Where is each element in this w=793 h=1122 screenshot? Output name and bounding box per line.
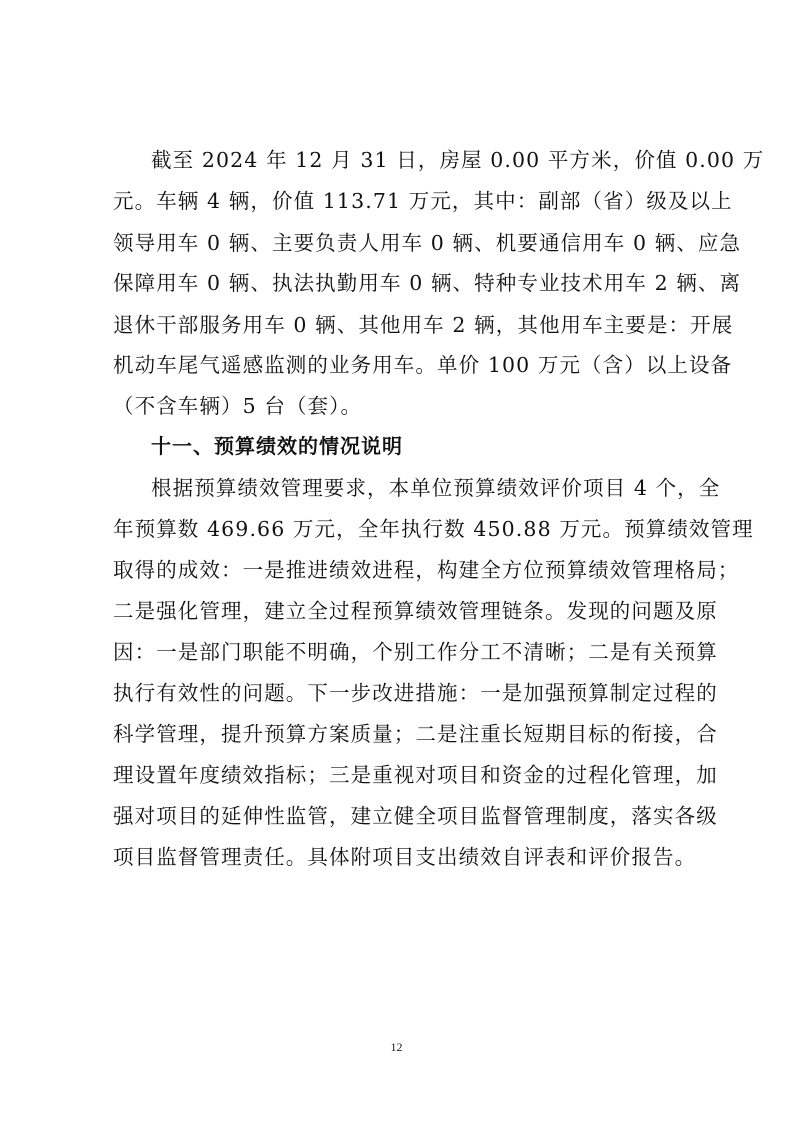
paragraph-line: 元。车辆 4 辆，价值 113.71 万元，其中：副部（省）级及以上: [113, 189, 733, 213]
paragraph-line: 因：一是部门职能不明确，个别工作分工不清晰；二是有关预算: [113, 640, 718, 664]
page-number: 12: [390, 1040, 403, 1054]
section-heading: 十一、预算绩效的情况说明: [151, 434, 403, 458]
paragraph-line: 保障用车 0 辆、执法执勤用车 0 辆、特种专业技术用车 2 辆、离: [113, 271, 742, 295]
paragraph-line: 执行有效性的问题。下一步改进措施：一是加强预算制定过程的: [113, 681, 718, 705]
paragraph-line: 科学管理，提升预算方案质量；二是注重长短期目标的衔接，合: [113, 722, 718, 746]
paragraph-line: （不含车辆）5 台（套）。: [113, 394, 363, 418]
paragraph-line: 取得的成效：一是推进绩效进程，构建全方位预算绩效管理格局；: [113, 558, 740, 582]
paragraph-line: 领导用车 0 辆、主要负责人用车 0 辆、机要通信用车 0 辆、应急: [113, 231, 742, 255]
paragraph-line: 年预算数 469.66 万元，全年执行数 450.88 万元。预算绩效管理: [113, 517, 754, 541]
paragraph-line: 截至 2024 年 12 月 31 日，房屋 0.00 平方米，价值 0.00 万: [151, 148, 765, 172]
paragraph-line: 强对项目的延伸性监管，建立健全项目监督管理制度，落实各级: [113, 804, 718, 828]
paragraph-line: 二是强化管理，建立全过程预算绩效管理链条。发现的问题及原: [113, 599, 718, 623]
paragraph-line: 理设置年度绩效指标；三是重视对项目和资金的过程化管理，加: [113, 763, 718, 787]
paragraph-line: 项目监督管理责任。具体附项目支出绩效自评表和评价报告。: [113, 845, 697, 869]
paragraph-line: 退休干部服务用车 0 辆、其他用车 2 辆，其他用车主要是：开展: [113, 313, 734, 337]
paragraph-line: 根据预算绩效管理要求，本单位预算绩效评价项目 4 个，全: [151, 476, 721, 500]
paragraph-line: 机动车尾气遥感监测的业务用车。单价 100 万元（含）以上设备: [113, 353, 733, 377]
